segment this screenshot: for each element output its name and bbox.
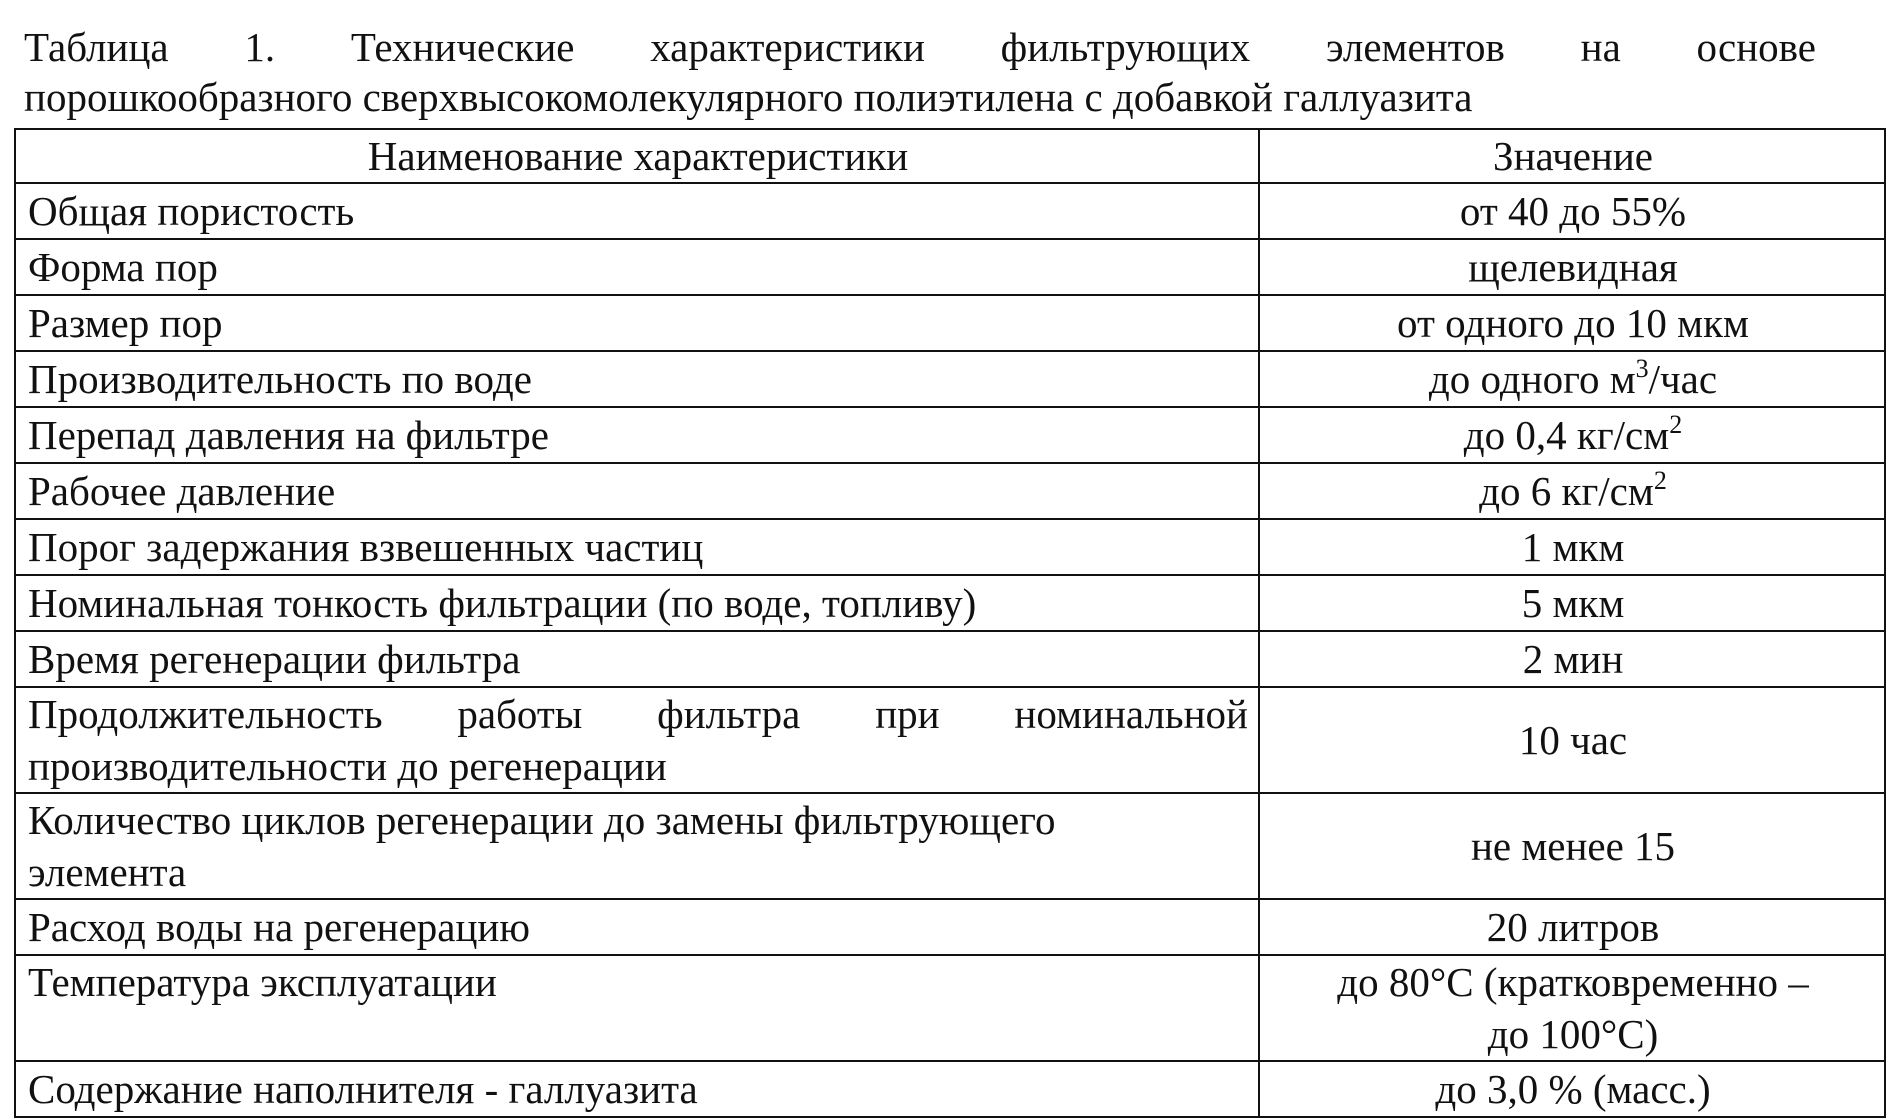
cell-value-line-1: до 80°С (кратковременно – [1337, 959, 1809, 1005]
cell-name: Перепад давления на фильтре [15, 407, 1259, 463]
cell-value: 20 литров [1259, 899, 1885, 955]
table-row-regeneration-time [15, 631, 1885, 687]
table-row-working-pressure [15, 463, 1885, 519]
cell-value: 1 мкм [1259, 519, 1885, 575]
caption-line-1: Таблица 1. Технические характеристики фильтрующих элементов на основе [24, 24, 1816, 70]
cell-value: от одного до 10 мкм [1259, 295, 1885, 351]
cell-name: Температура эксплуатации [15, 955, 1259, 1061]
cell-name: Номинальная тонкость фильтрации (по воде, топливу) [15, 575, 1259, 631]
value-text: до 6 кг/см [1479, 468, 1654, 514]
cell-name: Размер пор [15, 295, 1259, 351]
superscript: 2 [1669, 410, 1683, 439]
cell-value-line-2: до 100°С) [1487, 1011, 1659, 1057]
cell-name: Время регенерации фильтра [15, 631, 1259, 687]
cell-value: 5 мкм [1259, 575, 1885, 631]
value-text: до одного м [1428, 356, 1636, 402]
cell-name: Содержание наполнителя - галлуазита [15, 1061, 1259, 1117]
table-row-filtration-fineness [15, 575, 1885, 631]
cell-name: Общая пористость [15, 183, 1259, 239]
table-row-water-capacity [15, 351, 1885, 407]
cell-value [1259, 463, 1885, 519]
header-value: Значение [1259, 129, 1885, 183]
superscript: 2 [1653, 466, 1667, 495]
cell-value: от 40 до 55% [1259, 183, 1885, 239]
cell-value [1259, 351, 1885, 407]
table-row-pressure-drop [15, 407, 1885, 463]
table-row-regeneration-cycles [15, 793, 1885, 899]
cell-value [1259, 955, 1885, 1061]
table-row-porosity [15, 183, 1885, 239]
cell-name: Рабочее давление [15, 463, 1259, 519]
cell-name: Производительность по воде [15, 351, 1259, 407]
value-text: до 0,4 кг/см [1463, 412, 1670, 458]
table-row-operating-temperature [15, 955, 1885, 1061]
caption-line-2: порошкообразного сверхвысокомолекулярного полиэтилена с добавкой галлуазита [24, 74, 1473, 120]
cell-value: 10 час [1259, 687, 1885, 793]
value-text-suffix: /час [1648, 356, 1718, 402]
cell-name-line-1: Продолжительность работы фильтра при номинальной [28, 691, 1248, 737]
specifications-table [14, 128, 1886, 1118]
table-row-pore-size [15, 295, 1885, 351]
header-name: Наименование характеристики [15, 129, 1259, 183]
cell-name [15, 687, 1259, 793]
cell-name-line-1: Количество циклов регенерации до замены фильтрующего [28, 797, 1056, 843]
cell-value: не менее 15 [1259, 793, 1885, 899]
cell-name-line-2: элемента [28, 849, 187, 895]
cell-value: щелевидная [1259, 239, 1885, 295]
cell-name: Порог задержания взвешенных частиц [15, 519, 1259, 575]
table-row-pore-shape [15, 239, 1885, 295]
table-row-filler-content [15, 1061, 1885, 1117]
table-row-operation-duration [15, 687, 1885, 793]
superscript: 3 [1635, 354, 1649, 383]
cell-value: 2 мин [1259, 631, 1885, 687]
table-header-row [15, 129, 1885, 183]
table-row-water-consumption [15, 899, 1885, 955]
cell-name: Расход воды на регенерацию [15, 899, 1259, 955]
cell-value [1259, 407, 1885, 463]
cell-name: Форма пор [15, 239, 1259, 295]
cell-name [15, 793, 1259, 899]
cell-value: до 3,0 % (масс.) [1259, 1061, 1885, 1117]
table-row-retention-threshold [15, 519, 1885, 575]
cell-name-line-2: производительности до регенерации [28, 743, 667, 789]
table-caption [24, 22, 1816, 122]
